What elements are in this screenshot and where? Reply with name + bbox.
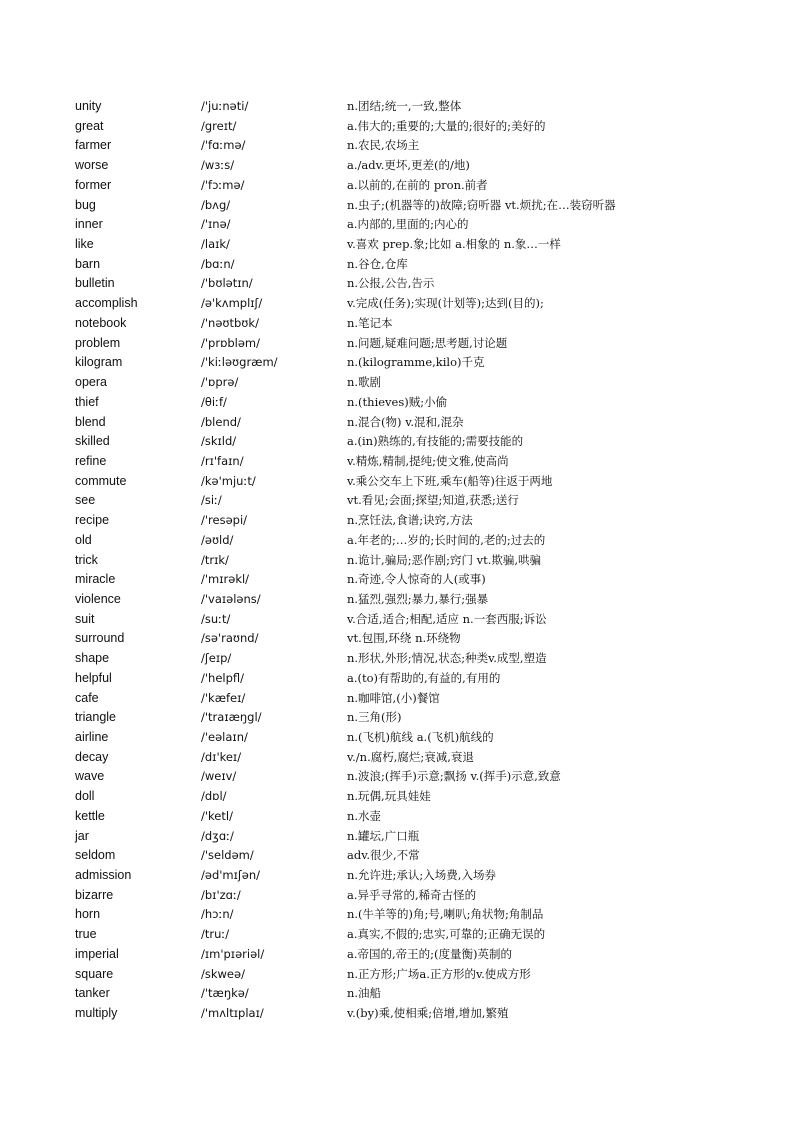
vocab-word: great: [75, 118, 104, 133]
vocab-phonetic: /sə'raʊnd/: [201, 631, 259, 646]
vocab-phonetic: /siː/: [201, 493, 222, 508]
vocab-meaning: adv.很少,不常: [347, 848, 420, 863]
vocab-meaning: n.团结;统一,一致,整体: [347, 99, 462, 113]
vocab-phonetic: /θiːf/: [201, 394, 227, 409]
vocab-row: [75, 551, 775, 571]
vocab-meaning: n.奇迹,令人惊奇的人(或事): [347, 572, 486, 587]
vocab-meaning: n.波浪;(挥手)示意;飘扬 v.(挥手)示意,致意: [347, 769, 561, 784]
vocab-row: [75, 748, 775, 768]
vocab-phonetic: /'ɪnə/: [201, 217, 231, 232]
vocab-word: triangle: [75, 710, 116, 725]
vocab-row: [75, 570, 775, 590]
vocab-meaning: n.诡计,骗局;恶作剧;窍门 vt.欺骗,哄骗: [347, 552, 542, 567]
vocab-word: unity: [75, 99, 102, 113]
vocab-word: see: [75, 493, 96, 508]
vocab-meaning: a.年老的;…岁的;长时间的,老的;过去的: [347, 532, 546, 547]
vocab-meaning: n.油船: [347, 986, 382, 1001]
vocab-meaning: a.(to)有帮助的,有益的,有用的: [347, 670, 501, 685]
vocab-phonetic: /hɔːn/: [201, 907, 234, 922]
vocab-phonetic: /ʃeɪp/: [201, 651, 232, 666]
vocab-word: bulletin: [75, 276, 115, 291]
vocab-word: thief: [75, 394, 99, 409]
vocab-row: [75, 491, 775, 511]
vocab-word: bizarre: [75, 887, 114, 902]
vocab-phonetic: /kə'mjuːt/: [201, 473, 256, 488]
vocab-phonetic: /'vaɪələns/: [201, 591, 261, 606]
vocab-row: [75, 807, 775, 827]
vocab-phonetic: /'nəʊtbʊk/: [201, 315, 259, 330]
vocab-word: trick: [75, 552, 98, 567]
vocab-phonetic: /dʒɑː/: [201, 828, 234, 843]
vocab-meaning: n.虫子;(机器等的)故障;窃听器 vt.烦扰;在…装窃听器: [347, 197, 616, 212]
vocab-row: [75, 708, 775, 728]
vocab-meaning: n.正方形;广场a.正方形的v.使成方形: [347, 966, 531, 981]
vocab-row: [75, 846, 775, 866]
vocab-word: true: [75, 927, 97, 942]
vocab-phonetic: /'mɪrəkl/: [201, 572, 250, 587]
vocab-row: [75, 176, 775, 196]
vocab-phonetic: /'eəlaɪn/: [201, 730, 248, 744]
vocab-phonetic: /'mʌltɪplaɪ/: [201, 1006, 264, 1021]
vocab-row: [75, 925, 775, 945]
vocab-phonetic: /'fɑːmə/: [201, 138, 246, 153]
vocab-meaning: n.罐坛,广口瓶: [347, 828, 420, 843]
vocab-row: [75, 787, 775, 807]
vocab-word: like: [75, 237, 94, 252]
vocab-word: shape: [75, 651, 110, 666]
vocab-meaning: a.异乎寻常的,稀奇古怪的: [347, 887, 477, 902]
vocab-word: commute: [75, 473, 127, 488]
vocab-word: jar: [75, 828, 89, 843]
vocab-row: [75, 196, 775, 216]
vocab-meaning: a.真实,不假的;忠实,可靠的;正确无误的: [347, 927, 546, 942]
vocab-meaning: n.混合(物) v.混和,混杂: [347, 414, 464, 429]
vocab-phonetic: /bɪ'zɑː/: [201, 887, 241, 902]
vocab-word: kettle: [75, 808, 105, 823]
vocab-meaning: v.乘公交车上下班,乘车(船等)往返于两地: [347, 473, 553, 488]
vocab-word: tanker: [75, 986, 110, 1001]
vocab-row: [75, 274, 775, 294]
vocab-phonetic: /truː/: [201, 927, 230, 942]
vocab-row: [75, 393, 775, 413]
vocab-meaning: n.(牛羊等的)角;号,喇叭;角状物;角制品: [347, 907, 544, 922]
vocab-meaning: n.三角(形): [347, 710, 402, 725]
vocab-phonetic: /'ketl/: [201, 808, 233, 823]
vocab-word: horn: [75, 907, 101, 922]
vocab-word: seldom: [75, 848, 116, 863]
vocab-word: suit: [75, 611, 95, 626]
vocab-row: [75, 156, 775, 176]
vocab-word: blend: [75, 414, 106, 429]
vocab-word: opera: [75, 375, 107, 390]
vocab-word: inner: [75, 217, 103, 232]
vocab-word: recipe: [75, 513, 110, 528]
vocab-meaning: a./adv.更坏,更差(的/地): [347, 158, 470, 173]
vocab-phonetic: /bɑːn/: [201, 256, 235, 271]
vocabulary-list: [75, 97, 775, 1024]
vocab-phonetic: /'prɒbləm/: [201, 335, 261, 350]
vocab-row: [75, 136, 775, 156]
vocab-row: [75, 866, 775, 886]
vocab-meaning: a.以前的,在前的 pron.前者: [347, 177, 488, 192]
vocab-row: [75, 905, 775, 925]
vocab-meaning: n.笔记本: [347, 315, 393, 330]
vocab-meaning: n.问题,疑难问题;思考题,讨论题: [347, 335, 508, 350]
vocab-word: skilled: [75, 434, 110, 449]
vocab-word: admission: [75, 868, 132, 883]
vocab-row: [75, 452, 775, 472]
vocab-word: wave: [75, 769, 105, 784]
vocab-row: [75, 610, 775, 630]
vocab-word: worse: [75, 158, 109, 173]
vocab-meaning: n.(kilogramme,kilo)千克: [347, 355, 485, 370]
vocab-row: [75, 689, 775, 709]
vocab-phonetic: /ə'kʌmplɪʃ/: [201, 296, 263, 311]
vocab-row: [75, 413, 775, 433]
vocab-row: [75, 294, 775, 314]
vocab-phonetic: /ɪm'pɪəriəl/: [201, 946, 265, 961]
vocab-word: helpful: [75, 670, 112, 685]
vocab-row: [75, 235, 775, 255]
vocab-meaning: v.精炼,精制,提纯;使文雅,使高尚: [347, 453, 509, 468]
vocab-phonetic: /'juːnəti/: [201, 99, 249, 113]
vocab-word: doll: [75, 789, 95, 804]
vocab-phonetic: /'kiːləʊgræm/: [201, 355, 278, 370]
vocab-row: [75, 649, 775, 669]
vocab-row: [75, 432, 775, 452]
vocab-row: [75, 472, 775, 492]
vocab-phonetic: /'helpfl/: [201, 670, 245, 685]
vocab-row: [75, 373, 775, 393]
vocab-word: decay: [75, 749, 109, 764]
vocab-word: violence: [75, 591, 121, 606]
vocab-meaning: n.水壶: [347, 808, 382, 823]
vocab-row: [75, 334, 775, 354]
vocab-phonetic: /trɪk/: [201, 552, 229, 567]
vocab-phonetic: /'tæŋkə/: [201, 986, 249, 1001]
vocab-phonetic: /'fɔːmə/: [201, 177, 245, 192]
vocab-phonetic: /dɒl/: [201, 789, 227, 804]
vocab-row: [75, 629, 775, 649]
vocab-row: [75, 215, 775, 235]
vocab-phonetic: /'bʊlətɪn/: [201, 276, 253, 291]
vocab-meaning: n.(飞机)航线 a.(飞机)航线的: [347, 730, 494, 744]
vocab-meaning: a.伟大的;重要的;大量的;很好的;美好的: [347, 118, 546, 133]
vocab-phonetic: /'traɪæŋgl/: [201, 710, 262, 725]
vocab-meaning: n.谷仓,仓库: [347, 256, 408, 271]
vocab-phonetic: /bʌg/: [201, 197, 231, 212]
vocab-word: former: [75, 177, 112, 192]
vocab-meaning: vt.看见;会面;探望;知道,获悉;送行: [347, 493, 519, 508]
vocab-word: miracle: [75, 572, 116, 587]
vocab-phonetic: /suːt/: [201, 611, 231, 626]
vocab-meaning: v.完成(任务);实现(计划等);达到(目的);: [347, 296, 544, 311]
vocab-phonetic: /rɪ'faɪn/: [201, 453, 244, 468]
vocab-meaning: a.帝国的,帝王的;(度量衡)英制的: [347, 946, 513, 961]
vocab-row: [75, 353, 775, 373]
vocab-word: kilogram: [75, 355, 123, 370]
vocab-row: [75, 511, 775, 531]
vocab-word: refine: [75, 453, 107, 468]
vocab-row: [75, 965, 775, 985]
vocab-phonetic: /skweə/: [201, 966, 245, 981]
vocab-phonetic: /blend/: [201, 414, 241, 429]
vocab-phonetic: /'ɒprə/: [201, 375, 239, 390]
vocab-row: [75, 590, 775, 610]
vocab-meaning: n.形状,外形;情况,状态;种类v.成型,塑造: [347, 651, 547, 666]
vocab-meaning: n.歌剧: [347, 375, 382, 390]
vocab-meaning: n.咖啡馆,(小)餐馆: [347, 690, 440, 705]
vocab-meaning: n.允许进;承认;入场费,入场券: [347, 868, 496, 883]
vocab-phonetic: /weɪv/: [201, 769, 237, 784]
vocab-row: [75, 117, 775, 137]
vocab-word: surround: [75, 631, 125, 646]
vocab-word: bug: [75, 197, 96, 212]
vocab-meaning: v.合适,适合;相配,适应 n.一套西服;诉讼: [347, 611, 547, 626]
vocab-row: [75, 728, 775, 748]
vocab-meaning: n.玩偶,玩具娃娃: [347, 789, 431, 804]
vocab-phonetic: /əʊld/: [201, 532, 234, 547]
vocab-word: accomplish: [75, 296, 138, 311]
vocab-meaning: n.烹饪法,食谱;诀窍,方法: [347, 513, 473, 528]
vocab-word: barn: [75, 256, 101, 271]
vocab-phonetic: /'seldəm/: [201, 848, 254, 863]
vocab-row: [75, 767, 775, 787]
vocab-row: [75, 255, 775, 275]
vocab-word: old: [75, 532, 92, 547]
vocab-row: [75, 984, 775, 1004]
vocab-phonetic: /skɪld/: [201, 434, 237, 449]
vocab-row: [75, 314, 775, 334]
vocab-phonetic: /əd'mɪʃən/: [201, 868, 260, 883]
vocab-meaning: n.(thieves)贼;小偷: [347, 394, 448, 409]
vocab-row: [75, 827, 775, 847]
vocab-meaning: a.(in)熟练的,有技能的;需要技能的: [347, 434, 524, 449]
vocab-word: notebook: [75, 315, 127, 330]
vocab-meaning: n.猛烈,强烈;暴力,暴行;强暴: [347, 591, 489, 606]
vocab-row: [75, 886, 775, 906]
vocab-meaning: v./n.腐朽,腐烂;衰减,衰退: [347, 749, 474, 764]
vocab-meaning: vt.包围,环绕 n.环绕物: [347, 631, 461, 646]
vocab-meaning: n.公报,公告,告示: [347, 276, 435, 291]
vocab-meaning: v.喜欢 prep.象;比如 a.相象的 n.象…一样: [347, 237, 561, 252]
vocab-row: [75, 531, 775, 551]
vocab-row: [75, 1004, 775, 1024]
vocab-row: [75, 945, 775, 965]
vocab-word: cafe: [75, 690, 99, 705]
vocab-word: farmer: [75, 138, 112, 153]
vocab-meaning: v.(by)乘,使相乘;倍增,增加,繁殖: [347, 1006, 509, 1021]
vocab-word: square: [75, 966, 114, 981]
vocab-meaning: n.农民,农场主: [347, 138, 420, 153]
vocab-phonetic: /dɪ'keɪ/: [201, 749, 242, 764]
vocab-phonetic: /'kæfeɪ/: [201, 690, 246, 705]
vocab-phonetic: /wɜːs/: [201, 158, 235, 173]
vocab-meaning: a.内部的,里面的;内心的: [347, 217, 469, 232]
vocab-word: airline: [75, 730, 109, 744]
vocab-word: multiply: [75, 1006, 118, 1021]
vocab-phonetic: /greɪt/: [201, 118, 237, 133]
vocab-phonetic: /laɪk/: [201, 237, 230, 252]
vocab-word: problem: [75, 335, 121, 350]
vocab-word: imperial: [75, 946, 119, 961]
vocab-row: [75, 97, 775, 117]
vocab-phonetic: /'resəpi/: [201, 513, 248, 528]
vocab-row: [75, 669, 775, 689]
